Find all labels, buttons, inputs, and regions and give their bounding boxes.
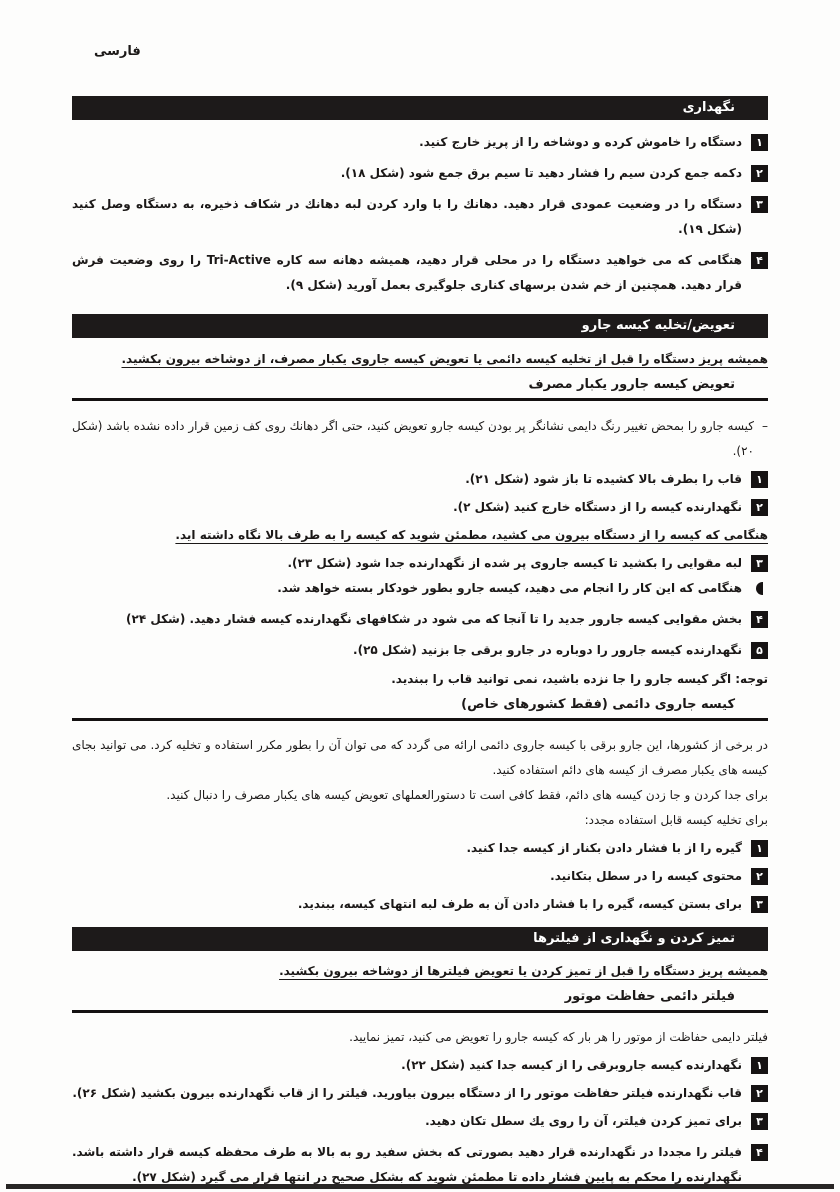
section-bar-bag-replace: تعویض/تخلیه کیسه جارو — [72, 314, 768, 338]
instruction-step — [72, 836, 768, 861]
subsection-heading-motor-filter: فیلتر دائمی حفاظت موتور — [72, 988, 768, 1013]
instruction-step — [72, 467, 768, 492]
step-text: دستگاه را خاموش کرده و دوشاخه را از پریز خارج کنید. — [419, 135, 742, 149]
step-text: دستگاه را در وضعیت عمودی قرار دهید. دهانك را با وارد کردن لبه دهانك در شکاف ذخیره، به دستگاه وصل کنید (شکل ۱۹). — [72, 197, 742, 236]
note-line: توجه: اگر کیسه جارو را جا نزده باشید، نمی توانید قاب را ببندید. — [391, 672, 768, 686]
step-text: قاب را بطرف بالا کشیده تا باز شود (شکل ۲۱). — [465, 472, 742, 486]
step-number-badge: ۳ — [751, 1113, 768, 1130]
manual-page-content — [72, 0, 768, 1190]
step-text: نگهدارنده کیسه جارور را دوباره در جارو برقی جا بزنید (شکل ۲۵). — [353, 643, 742, 657]
step-number-badge: ۲ — [751, 499, 768, 516]
instruction-step — [72, 1140, 768, 1190]
step-number-badge: ۳ — [751, 896, 768, 913]
half-circle-bullet-icon — [751, 576, 768, 595]
section-bar-filters: تمیز کردن و نگهداری از فیلترها — [72, 927, 768, 951]
step-number-badge: ۴ — [751, 252, 768, 269]
step-number-badge: ۳ — [751, 196, 768, 213]
step-number-badge: ۱ — [751, 1057, 768, 1074]
step-number-badge: ۲ — [751, 1085, 768, 1102]
instruction-step — [72, 130, 768, 155]
instruction-step — [72, 1081, 768, 1106]
paragraph-line: فیلتر دایمی حفاظت از موتور را هر بار که کیسه جارو را تعویض می کنید، تمیز نمایید. — [349, 1030, 768, 1044]
dash-item-text: کیسه جارو را بمحض تغییر رنگ دایمی نشانگر پر بودن کیسه جارو تعویض کنید، حتی اگر دهانك روی کف زمین قرار داده نشده باشد (شکل ۲۰). — [72, 419, 754, 458]
instruction-step — [72, 864, 768, 889]
step-number-badge: ۳ — [751, 555, 768, 572]
warning-underlined: هنگامی که کیسه را از دستگاه بیرون می کشید، مطمئن شوید که کیسه را به طرف بالا نگاه داشته اید. — [175, 528, 768, 542]
step-text: گیره را از با فشار دادن بکنار از کیسه جدا کنید. — [466, 841, 742, 855]
dash-marker: – — [762, 419, 768, 433]
instruction-step — [72, 161, 768, 186]
step-text: هنگامی که می خواهید دستگاه را در محلی قرار دهید، همیشه دهانه سه کاره Tri-Active را روی وضعیت فرش قرار دهید. همچنین از خم شدن برسهای کناری جلوگیری بعمل آورید (شکل ۹). — [72, 253, 742, 292]
step-text: بخش مقوایی کیسه جارور جدید را تا آنجا که می شود در شکافهای نگهدارنده کیسه فشار دهید. (شکل ۲۴) — [126, 612, 742, 626]
step-number-badge: ۲ — [751, 868, 768, 885]
instruction-step — [72, 248, 768, 298]
step-text: قاب نگهدارنده فیلتر حفاظت موتور را از دستگاه بیرون بیاورید. فیلتر را از قاب نگهدارنده بیرون بکشید (شکل ۲۶). — [72, 1086, 742, 1100]
instruction-step — [72, 892, 768, 917]
step-text: برای تمیز کردن فیلتر، آن را روی یك سطل تکان دهید. — [425, 1114, 742, 1128]
step-text: لبه مقوایی را بکشید تا کیسه جاروی پر شده از نگهدارنده جدا شود (شکل ۲۳). — [287, 556, 742, 570]
step-text: فیلتر را مجددا در نگهدارنده قرار دهید بصورتی که بخش سفید رو به بالا به طرف محفظه کیسه قرار داشته باشد. نگهدارنده را محکم به پایین فشار داده تا مطمئن شوید که بشکل صحیح در انتها قرار می گیرد (شکل ۲۷). — [72, 1145, 742, 1184]
step-text: دکمه جمع کردن سیم را فشار دهید تا سیم برق جمع شود (شکل ۱۸). — [340, 166, 742, 180]
page-bottom-scan-edge — [6, 1184, 834, 1189]
instruction-step — [72, 1109, 768, 1134]
step-number-badge: ۱ — [751, 134, 768, 151]
page-language-label: فارسی — [94, 44, 141, 59]
subsection-heading-disposable-bag: تعویض کیسه جارور یکبار مصرف — [72, 376, 768, 401]
section-bar-maintenance: نگهداری — [72, 96, 768, 120]
step-text: نگهدارنده کیسه را از دستگاه خارج کنید (شکل ۲). — [453, 500, 742, 514]
instruction-step — [72, 495, 768, 520]
paragraph-line: برای جدا کردن و جا زدن کیسه های دائم، فقط کافی است تا دستورالعملهای تعویض کیسه های یکبار مصرف را دنبال کنید. — [166, 788, 768, 802]
instruction-step — [72, 192, 768, 242]
step-number-badge: ۱ — [751, 471, 768, 488]
step-text: محتوی کیسه را در سطل بتکانید. — [550, 869, 742, 883]
instruction-step — [72, 607, 768, 632]
dash-list-item — [72, 414, 768, 464]
step-sub-bullet — [72, 576, 768, 601]
step-number-badge: ۴ — [751, 1144, 768, 1161]
step-number-badge: ۵ — [751, 642, 768, 659]
instruction-step — [72, 638, 768, 663]
step-text: برای بستن کیسه، گیره را با فشار دادن آن به طرف لبه انتهای کیسه، ببندید. — [297, 897, 742, 911]
warning-underlined: همیشه پریز دستگاه را قبل از تخلیه کیسه دائمی یا تعویض کیسه جاروی یکبار مصرف، از دوشاخه بیرون بکشید. — [121, 352, 768, 366]
step-number-badge: ۱ — [751, 840, 768, 857]
warning-underlined: همیشه پریز دستگاه را قبل از تمیز کردن یا تعویض فیلترها از دوشاخه بیرون بکشید. — [279, 964, 768, 978]
paragraph-line: برای تخلیه کیسه قابل استفاده مجدد: — [584, 813, 768, 827]
step-number-badge: ۴ — [751, 611, 768, 628]
paragraph-line: در برخی از کشورها، این جارو برقی با کیسه جاروی دائمی ارائه می گردد که می توان آن را بطور مکرر استفاده و تخلیه کرد. می توانید بجای کیسه های یکبار مصرف از کیسه های دائم استفاده کنید. — [72, 738, 768, 777]
step-text: نگهدارنده کیسه جاروبرقی را از کیسه جدا کنید (شکل ۲۲). — [401, 1058, 742, 1072]
sub-bullet-text: هنگامی که این کار را انجام می دهید، کیسه جارو بطور خودکار بسته خواهد شد. — [277, 581, 742, 595]
instruction-step — [72, 551, 768, 576]
instruction-step — [72, 1053, 768, 1078]
step-number-badge: ۲ — [751, 165, 768, 182]
subsection-heading-reusable-bag: کیسه جاروی دائمی (فقط کشورهای خاص) — [72, 696, 768, 721]
